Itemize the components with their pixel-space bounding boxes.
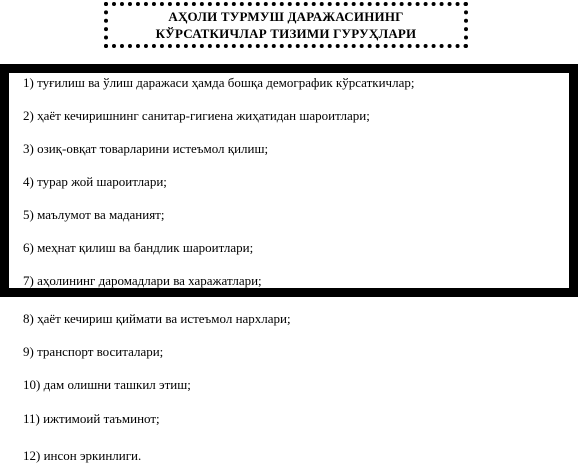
list-item-6: 6) меҳнат қилиш ва бандлик шароитлари; [23, 240, 254, 255]
list-item-7: 7) аҳолининг даромадлари ва харажатлари; [23, 273, 262, 288]
list-item-3: 3) озиқ-овқат товарларини истеъмол қилиш; [23, 141, 269, 156]
framed-items [9, 73, 569, 288]
list-item-10: 10) дам олишни ташкил этиш; [23, 377, 191, 392]
title-line-1: АҲОЛИ ТУРМУШ ДАРАЖАСИНИНГ [168, 9, 404, 24]
list-item-11: 11) ижтимоий таъминот; [23, 411, 160, 426]
list-item-1: 1) туғилиш ва ўлиш даражаси ҳамда бошқа демографик кўрсаткичлар; [23, 75, 415, 90]
list-item-5: 5) маълумот ва маданият; [23, 207, 165, 222]
list-item-9: 9) транспорт воситалари; [23, 344, 164, 359]
list-item-4: 4) турар жой шароитлари; [23, 174, 167, 189]
title-line-2: КЎРСАТКИЧЛАР ТИЗИМИ ГУРУҲЛАРИ [155, 26, 417, 41]
list-item-8: 8) ҳаёт кечириш қиймати ва истеъмол нархлари; [23, 311, 291, 326]
list-item-2: 2) ҳаёт кечиришнинг санитар-гигиена жиҳатидан шароитлари; [23, 108, 370, 123]
list-item-12: 12) инсон эркинлиги. [23, 448, 142, 463]
